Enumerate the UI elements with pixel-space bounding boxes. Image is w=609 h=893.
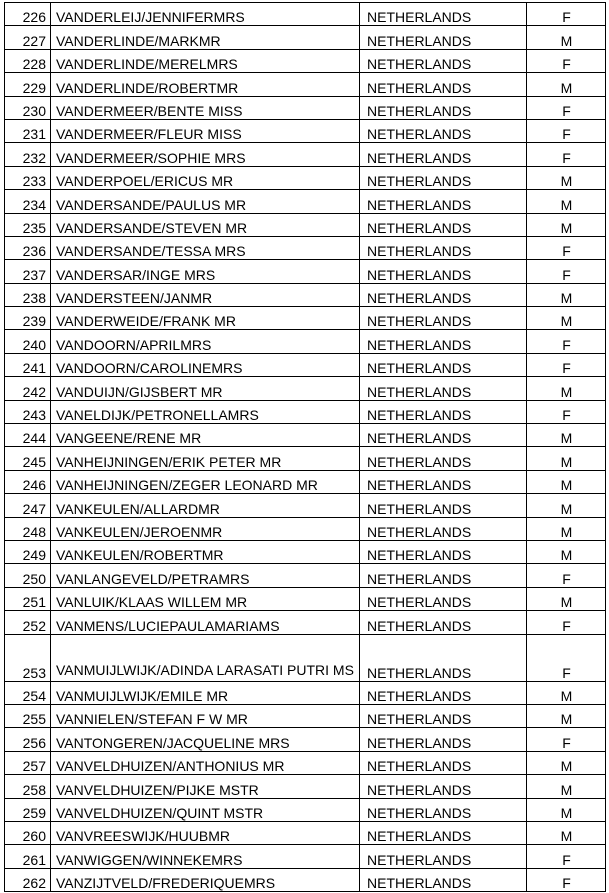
row-number-cell: 240 bbox=[5, 330, 51, 353]
nationality-cell: NETHERLANDS bbox=[360, 236, 527, 259]
gender-cell: F bbox=[527, 400, 606, 423]
passenger-name-cell: VANTONGEREN/JACQUELINE MRS bbox=[51, 728, 360, 751]
passenger-name-cell: VANVELDHUIZEN/PIJKE MSTR bbox=[51, 775, 360, 798]
passenger-name-cell: VANKEULEN/ALLARDMR bbox=[51, 494, 360, 517]
row-number-cell: 235 bbox=[5, 213, 51, 236]
gender-cell: M bbox=[527, 307, 606, 330]
table-row bbox=[5, 704, 606, 727]
table-row bbox=[5, 611, 606, 634]
nationality-cell: NETHERLANDS bbox=[360, 143, 527, 166]
nationality-cell: NETHERLANDS bbox=[360, 166, 527, 189]
table-row bbox=[5, 751, 606, 774]
nationality-cell: NETHERLANDS bbox=[360, 3, 527, 26]
table-row bbox=[5, 26, 606, 49]
row-number-cell: 241 bbox=[5, 353, 51, 376]
nationality-cell: NETHERLANDS bbox=[360, 307, 527, 330]
row-number-cell: 247 bbox=[5, 494, 51, 517]
passenger-name-cell: VANDERLINDE/MERELMRS bbox=[51, 49, 360, 72]
nationality-cell: NETHERLANDS bbox=[360, 330, 527, 353]
passenger-name-cell: VANMUIJLWIJK/ADINDA LARASATI PUTRI MS bbox=[51, 634, 360, 681]
table-row bbox=[5, 447, 606, 470]
gender-cell: F bbox=[527, 49, 606, 72]
passenger-name-cell: VANDERLEIJ/JENNIFERMRS bbox=[51, 3, 360, 26]
passenger-name-cell: VANDERLINDE/ROBERTMR bbox=[51, 73, 360, 96]
row-number-cell: 239 bbox=[5, 307, 51, 330]
table-row bbox=[5, 213, 606, 236]
table-row bbox=[5, 587, 606, 610]
nationality-cell: NETHERLANDS bbox=[360, 564, 527, 587]
nationality-cell: NETHERLANDS bbox=[360, 517, 527, 540]
row-number-cell: 232 bbox=[5, 143, 51, 166]
table-row bbox=[5, 143, 606, 166]
passenger-name-cell: VANMENS/LUCIEPAULAMARIAMS bbox=[51, 611, 360, 634]
table-row bbox=[5, 470, 606, 493]
row-number-cell: 237 bbox=[5, 260, 51, 283]
table-row bbox=[5, 283, 606, 306]
nationality-cell: NETHERLANDS bbox=[360, 447, 527, 470]
row-number-cell: 257 bbox=[5, 751, 51, 774]
row-number-cell: 230 bbox=[5, 96, 51, 119]
gender-cell: F bbox=[527, 236, 606, 259]
gender-cell: M bbox=[527, 798, 606, 821]
nationality-cell: NETHERLANDS bbox=[360, 377, 527, 400]
table-row bbox=[5, 260, 606, 283]
row-number-cell: 260 bbox=[5, 821, 51, 844]
gender-cell: F bbox=[527, 96, 606, 119]
passenger-name-cell: VANKEULEN/ROBERTMR bbox=[51, 540, 360, 563]
passenger-name-cell: VANDERSANDE/TESSA MRS bbox=[51, 236, 360, 259]
gender-cell: M bbox=[527, 424, 606, 447]
nationality-cell: NETHERLANDS bbox=[360, 26, 527, 49]
nationality-cell: NETHERLANDS bbox=[360, 353, 527, 376]
passenger-name-cell: VANZIJTVELD/FREDERIQUEMRS bbox=[51, 868, 360, 891]
row-number-cell: 256 bbox=[5, 728, 51, 751]
passenger-name-cell: VANVELDHUIZEN/ANTHONIUS MR bbox=[51, 751, 360, 774]
table-row bbox=[5, 494, 606, 517]
row-number-cell: 228 bbox=[5, 49, 51, 72]
gender-cell: M bbox=[527, 213, 606, 236]
passenger-list-body bbox=[5, 3, 606, 892]
nationality-cell: NETHERLANDS bbox=[360, 73, 527, 96]
table-row bbox=[5, 400, 606, 423]
nationality-cell: NETHERLANDS bbox=[360, 587, 527, 610]
gender-cell: M bbox=[527, 494, 606, 517]
row-number-cell: 246 bbox=[5, 470, 51, 493]
gender-cell: F bbox=[527, 868, 606, 891]
row-number-cell: 248 bbox=[5, 517, 51, 540]
gender-cell: F bbox=[527, 330, 606, 353]
nationality-cell: NETHERLANDS bbox=[360, 260, 527, 283]
passenger-name-cell: VANHEIJNINGEN/ZEGER LEONARD MR bbox=[51, 470, 360, 493]
gender-cell: M bbox=[527, 377, 606, 400]
row-number-cell: 253 bbox=[5, 634, 51, 681]
row-number-cell: 250 bbox=[5, 564, 51, 587]
table-row bbox=[5, 236, 606, 259]
table-row bbox=[5, 377, 606, 400]
row-number-cell: 261 bbox=[5, 845, 51, 868]
passenger-name-cell: VANDERSANDE/STEVEN MR bbox=[51, 213, 360, 236]
nationality-cell: NETHERLANDS bbox=[360, 119, 527, 142]
passenger-name-cell: VANMUIJLWIJK/EMILE MR bbox=[51, 681, 360, 704]
nationality-cell: NETHERLANDS bbox=[360, 704, 527, 727]
nationality-cell: NETHERLANDS bbox=[360, 681, 527, 704]
nationality-cell: NETHERLANDS bbox=[360, 494, 527, 517]
nationality-cell: NETHERLANDS bbox=[360, 751, 527, 774]
gender-cell: M bbox=[527, 681, 606, 704]
table-row bbox=[5, 775, 606, 798]
table-row bbox=[5, 798, 606, 821]
gender-cell: F bbox=[527, 634, 606, 681]
nationality-cell: NETHERLANDS bbox=[360, 775, 527, 798]
gender-cell: F bbox=[527, 353, 606, 376]
row-number-cell: 254 bbox=[5, 681, 51, 704]
passenger-name-cell: VANLANGEVELD/PETRAMRS bbox=[51, 564, 360, 587]
row-number-cell: 226 bbox=[5, 3, 51, 26]
row-number-cell: 231 bbox=[5, 119, 51, 142]
row-number-cell: 227 bbox=[5, 26, 51, 49]
row-number-cell: 245 bbox=[5, 447, 51, 470]
nationality-cell: NETHERLANDS bbox=[360, 868, 527, 891]
table-row bbox=[5, 49, 606, 72]
nationality-cell: NETHERLANDS bbox=[360, 424, 527, 447]
passenger-list-table-wrapper bbox=[4, 2, 605, 892]
gender-cell: M bbox=[527, 821, 606, 844]
table-row bbox=[5, 166, 606, 189]
table-row bbox=[5, 330, 606, 353]
table-row bbox=[5, 821, 606, 844]
passenger-name-cell: VANDUIJN/GIJSBERT MR bbox=[51, 377, 360, 400]
table-row bbox=[5, 96, 606, 119]
passenger-name-cell: VANDERSTEEN/JANMR bbox=[51, 283, 360, 306]
passenger-name-cell: VANDERMEER/SOPHIE MRS bbox=[51, 143, 360, 166]
row-number-cell: 259 bbox=[5, 798, 51, 821]
gender-cell: M bbox=[527, 166, 606, 189]
passenger-name-cell: VANGEENE/RENE MR bbox=[51, 424, 360, 447]
nationality-cell: NETHERLANDS bbox=[360, 845, 527, 868]
table-row bbox=[5, 681, 606, 704]
row-number-cell: 251 bbox=[5, 587, 51, 610]
passenger-name-cell: VANELDIJK/PETRONELLAMRS bbox=[51, 400, 360, 423]
row-number-cell: 238 bbox=[5, 283, 51, 306]
passenger-name-cell: VANDOORN/CAROLINEMRS bbox=[51, 353, 360, 376]
gender-cell: M bbox=[527, 73, 606, 96]
nationality-cell: NETHERLANDS bbox=[360, 540, 527, 563]
table-row bbox=[5, 119, 606, 142]
passenger-name-cell: VANDERMEER/FLEUR MISS bbox=[51, 119, 360, 142]
gender-cell: F bbox=[527, 143, 606, 166]
table-row bbox=[5, 564, 606, 587]
gender-cell: M bbox=[527, 470, 606, 493]
gender-cell: F bbox=[527, 564, 606, 587]
nationality-cell: NETHERLANDS bbox=[360, 798, 527, 821]
table-row bbox=[5, 353, 606, 376]
gender-cell: F bbox=[527, 611, 606, 634]
nationality-cell: NETHERLANDS bbox=[360, 96, 527, 119]
passenger-name-cell: VANDERWEIDE/FRANK MR bbox=[51, 307, 360, 330]
gender-cell: M bbox=[527, 775, 606, 798]
row-number-cell: 242 bbox=[5, 377, 51, 400]
gender-cell: M bbox=[527, 26, 606, 49]
gender-cell: M bbox=[527, 447, 606, 470]
nationality-cell: NETHERLANDS bbox=[360, 213, 527, 236]
passenger-name-cell: VANDERSAR/INGE MRS bbox=[51, 260, 360, 283]
row-number-cell: 249 bbox=[5, 540, 51, 563]
gender-cell: M bbox=[527, 540, 606, 563]
row-number-cell: 244 bbox=[5, 424, 51, 447]
nationality-cell: NETHERLANDS bbox=[360, 728, 527, 751]
nationality-cell: NETHERLANDS bbox=[360, 283, 527, 306]
table-row bbox=[5, 517, 606, 540]
nationality-cell: NETHERLANDS bbox=[360, 49, 527, 72]
table-row bbox=[5, 634, 606, 681]
gender-cell: M bbox=[527, 704, 606, 727]
table-row bbox=[5, 307, 606, 330]
row-number-cell: 234 bbox=[5, 190, 51, 213]
gender-cell: M bbox=[527, 587, 606, 610]
passenger-name-cell: VANDERSANDE/PAULUS MR bbox=[51, 190, 360, 213]
table-row bbox=[5, 73, 606, 96]
nationality-cell: NETHERLANDS bbox=[360, 821, 527, 844]
table-row bbox=[5, 540, 606, 563]
gender-cell: F bbox=[527, 260, 606, 283]
row-number-cell: 255 bbox=[5, 704, 51, 727]
row-number-cell: 262 bbox=[5, 868, 51, 891]
gender-cell: M bbox=[527, 190, 606, 213]
nationality-cell: NETHERLANDS bbox=[360, 470, 527, 493]
passenger-name-cell: VANKEULEN/JEROENMR bbox=[51, 517, 360, 540]
row-number-cell: 236 bbox=[5, 236, 51, 259]
passenger-name-cell: VANDERMEER/BENTE MISS bbox=[51, 96, 360, 119]
gender-cell: F bbox=[527, 845, 606, 868]
nationality-cell: NETHERLANDS bbox=[360, 190, 527, 213]
table-row bbox=[5, 424, 606, 447]
nationality-cell: NETHERLANDS bbox=[360, 400, 527, 423]
passenger-name-cell: VANDOORN/APRILMRS bbox=[51, 330, 360, 353]
gender-cell: M bbox=[527, 517, 606, 540]
row-number-cell: 233 bbox=[5, 166, 51, 189]
gender-cell: M bbox=[527, 283, 606, 306]
table-row bbox=[5, 3, 606, 26]
row-number-cell: 243 bbox=[5, 400, 51, 423]
row-number-cell: 258 bbox=[5, 775, 51, 798]
passenger-name-cell: VANHEIJNINGEN/ERIK PETER MR bbox=[51, 447, 360, 470]
table-row bbox=[5, 190, 606, 213]
passenger-name-cell: VANNIELEN/STEFAN F W MR bbox=[51, 704, 360, 727]
row-number-cell: 229 bbox=[5, 73, 51, 96]
gender-cell: F bbox=[527, 3, 606, 26]
passenger-name-cell: VANDERPOEL/ERICUS MR bbox=[51, 166, 360, 189]
gender-cell: F bbox=[527, 728, 606, 751]
passenger-list-table bbox=[4, 2, 606, 892]
passenger-name-cell: VANWIGGEN/WINNEKEMRS bbox=[51, 845, 360, 868]
gender-cell: F bbox=[527, 119, 606, 142]
passenger-name-cell: VANVREESWIJK/HUUBMR bbox=[51, 821, 360, 844]
passenger-name-cell: VANLUIK/KLAAS WILLEM MR bbox=[51, 587, 360, 610]
passenger-name-cell: VANVELDHUIZEN/QUINT MSTR bbox=[51, 798, 360, 821]
row-number-cell: 252 bbox=[5, 611, 51, 634]
table-row bbox=[5, 868, 606, 891]
gender-cell: M bbox=[527, 751, 606, 774]
nationality-cell: NETHERLANDS bbox=[360, 634, 527, 681]
table-row bbox=[5, 845, 606, 868]
nationality-cell: NETHERLANDS bbox=[360, 611, 527, 634]
table-row bbox=[5, 728, 606, 751]
passenger-name-cell: VANDERLINDE/MARKMR bbox=[51, 26, 360, 49]
